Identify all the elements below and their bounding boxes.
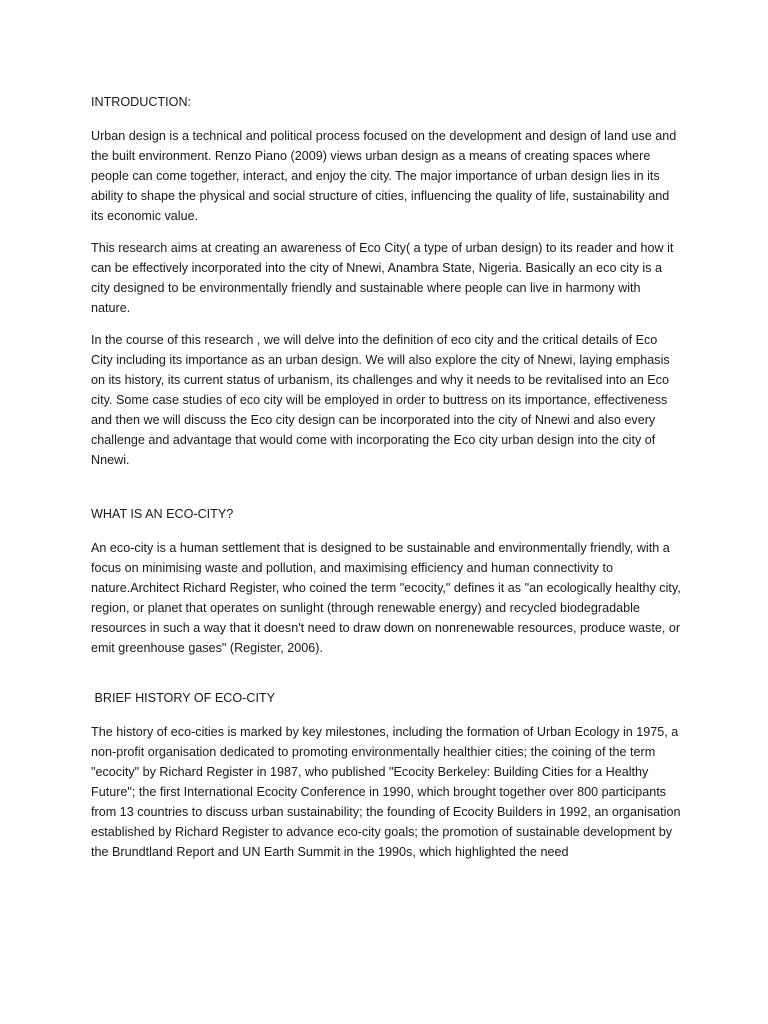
heading-introduction: INTRODUCTION: xyxy=(91,95,192,109)
history-paragraph: The history of eco-cities is marked by key milestones, including the formation of Urban Ecology in 1975, a non-profit organisation dedicated to promoting environmentally healthier cities; the coining of the term "ecocity" by Richard Register in 1987, who published "Ecocity Berkeley: Building Cities for a Healthy Future"; the first International Ecocity Conference in 1990, which brought together over 800 participants from 13 countries to discuss urban sustainability; the founding of Ecocity Builders in 1992, an organisation established by Richard Register to advance eco-city goals; the promotion of sustainable development by the Brundtland Report and UN Earth Summit in the 1990s, which highlighted the need xyxy=(91,725,681,859)
document-body xyxy=(91,92,681,874)
intro-paragraph-1: Urban design is a technical and political process focused on the development and design of land use and the built environment. Renzo Piano (2009) views urban design as a means of creating spaces where people can come together, interact, and enjoy the city. The major importance of urban design lies in its ability to shape the physical and social structure of cities, influencing the quality of life, sustainability and its economic value. xyxy=(91,129,677,223)
section-brief-history xyxy=(91,688,681,862)
section-introduction xyxy=(91,92,681,470)
eco-city-definition-paragraph: An eco-city is a human settlement that is designed to be sustainable and environmentally friendly, with a focus on minimising waste and pollution, and maximising efficiency and human connectivity to nature.Architect Richard Register, who coined the term "ecocity," defines it as "an ecologically healthy city, region, or planet that operates on sunlight (through renewable energy) and recycled biodegradable resources in such a way that it doesn't need to draw down on nonrenewable resources, produce waste, or emit greenhouse gases" (Register, 2006). xyxy=(91,541,681,655)
section-what-is-eco-city xyxy=(91,504,681,658)
intro-paragraph-3: In the course of this research , we will delve into the definition of eco city and the critical details of Eco City including its importance as an urban design. We will also explore the city of Nnewi, laying emphasis on its history, its current status of urbanism, its challenges and why it needs to be revitalised into an Eco city. Some case studies of eco city will be employed in order to buttress on its importance, effectiveness and then we will discuss the Eco city design can be incorporated into the city of Nnewi and also every challenge and advantage that would come with incorporating the Eco city urban design into the city of Nnewi. xyxy=(91,333,670,467)
heading-what-is-eco-city: WHAT IS AN ECO-CITY? xyxy=(91,507,234,521)
heading-brief-history: BRIEF HISTORY OF ECO-CITY xyxy=(91,691,276,705)
intro-paragraph-2: This research aims at creating an awareness of Eco City( a type of urban design) to its reader and how it can be effectively incorporated into the city of Nnewi, Anambra State, Nigeria. Basically an eco city is a city designed to be environmentally friendly and sustainable where people can live in harmony with nature. xyxy=(91,241,674,315)
